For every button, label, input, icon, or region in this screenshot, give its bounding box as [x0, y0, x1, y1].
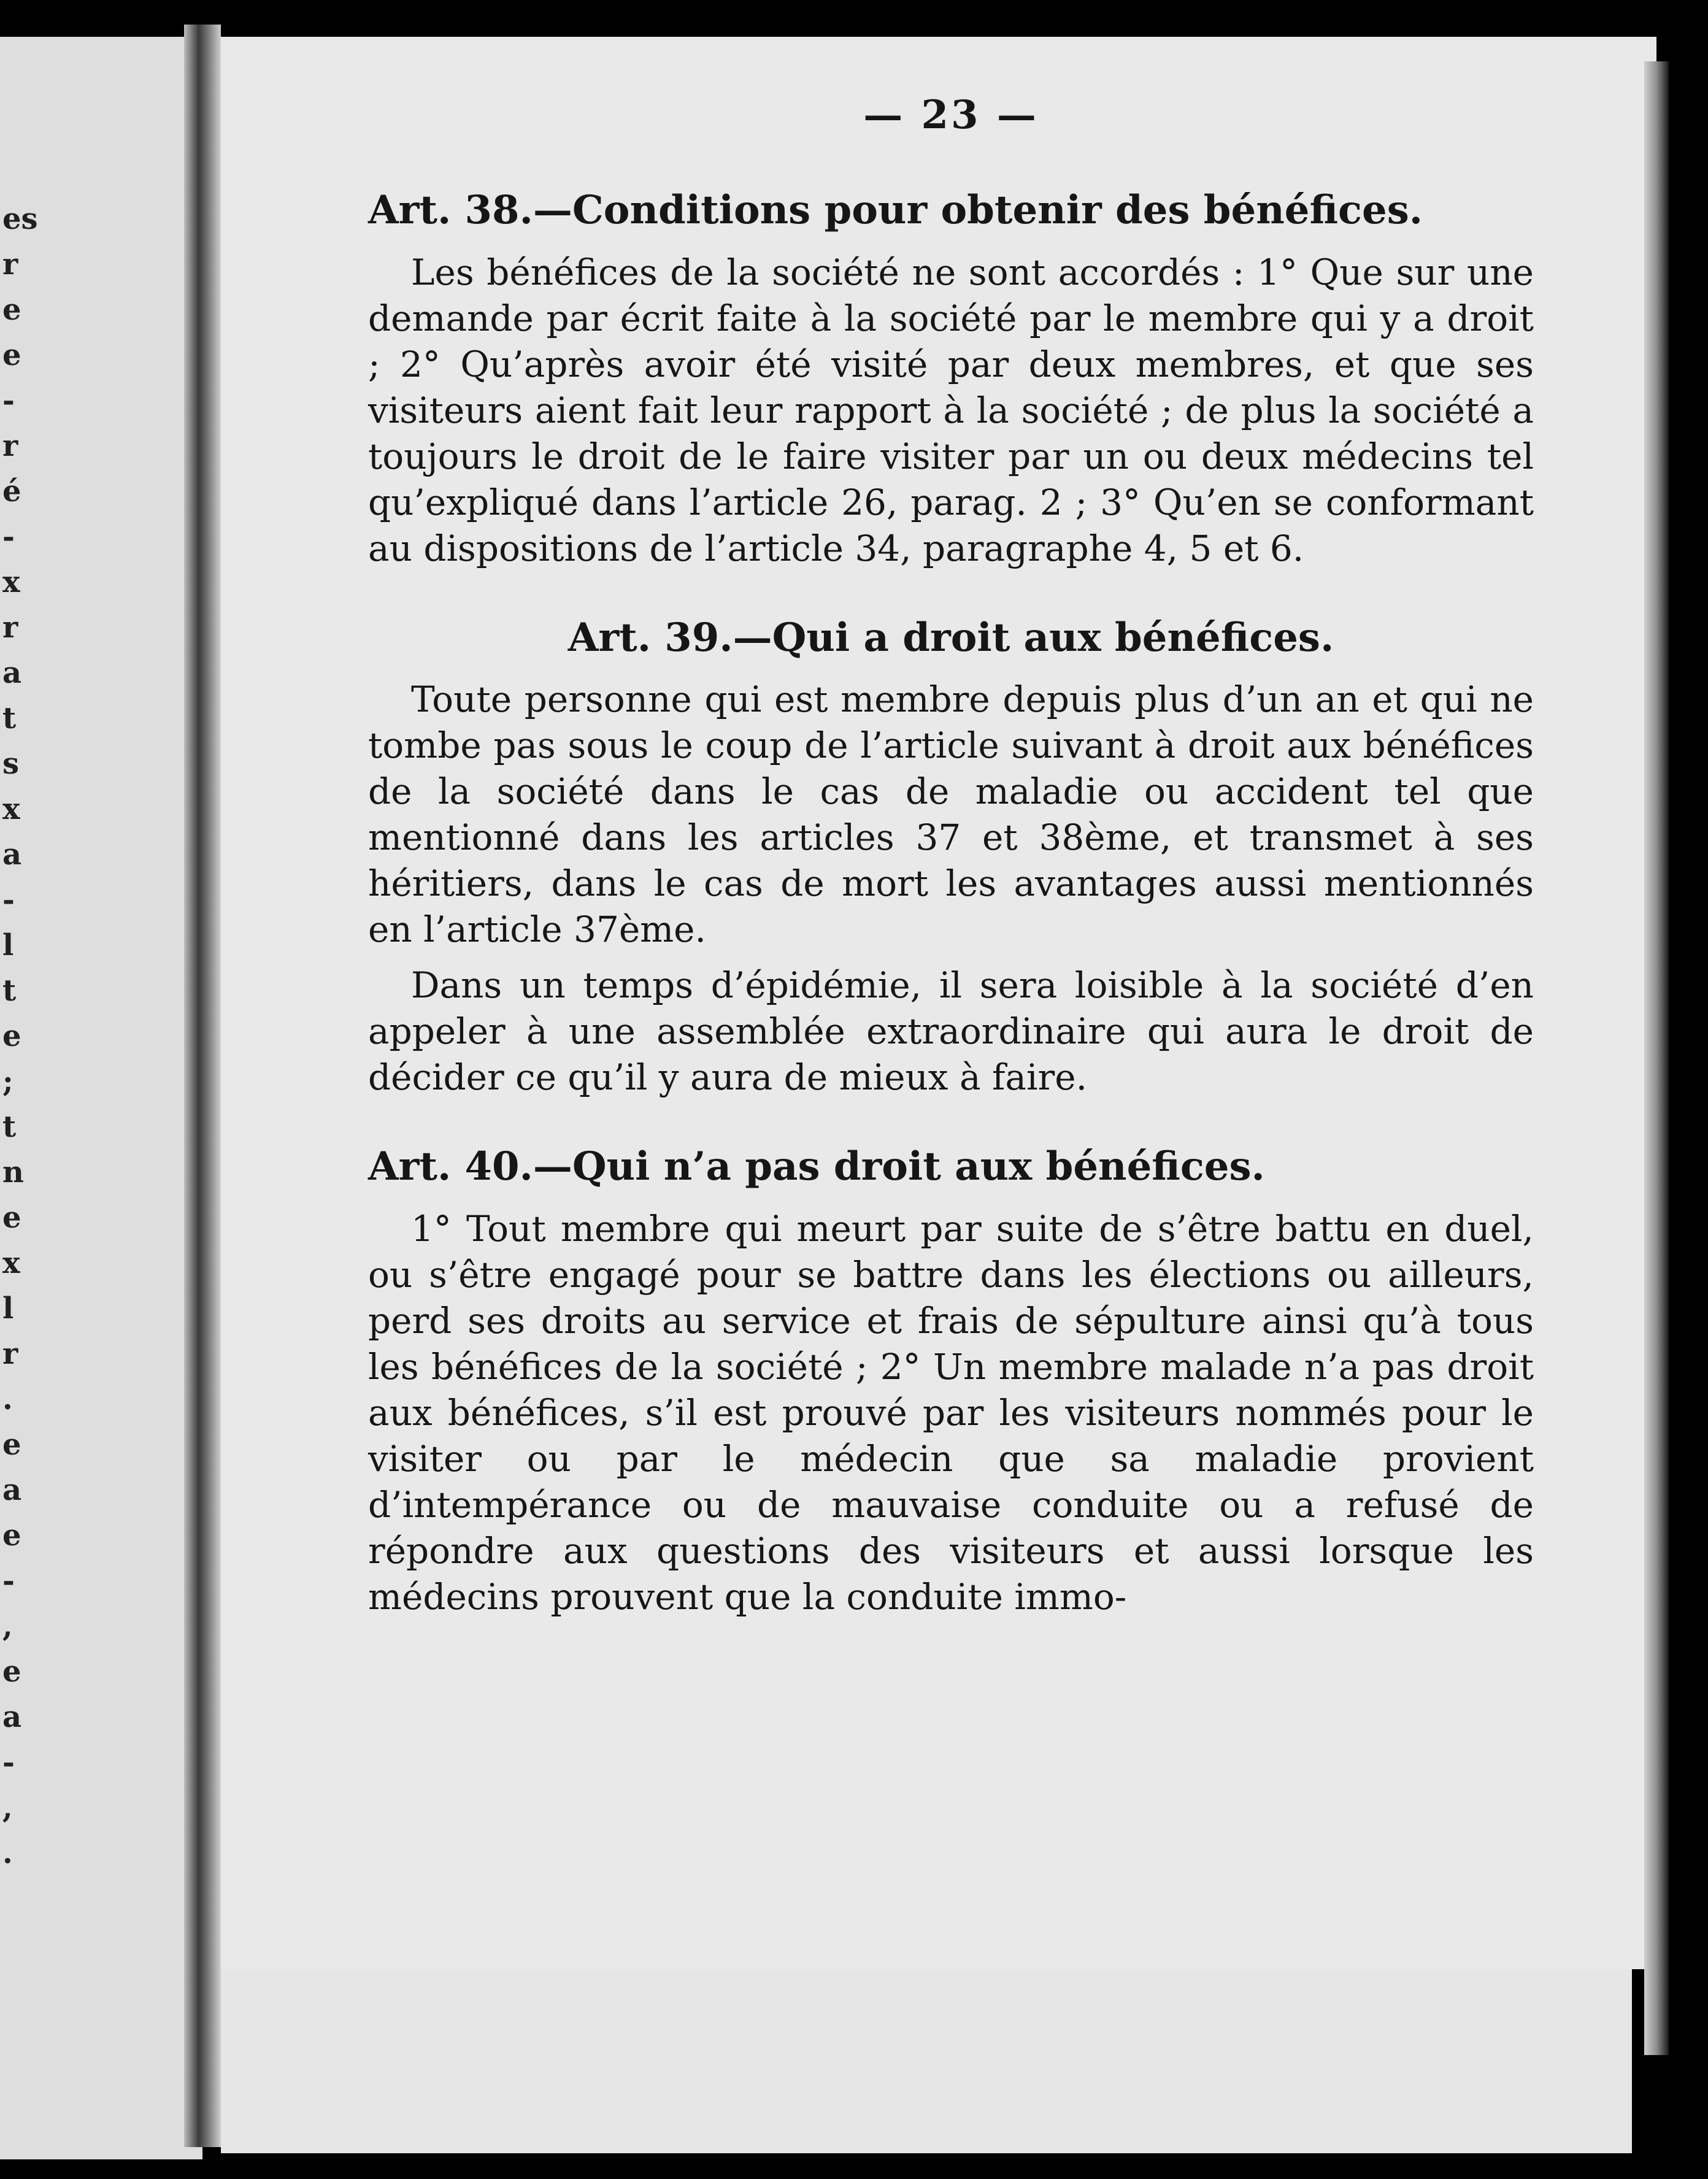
page-number: — 23 —	[863, 92, 1039, 138]
left-margin-fragment: t	[2, 974, 17, 1008]
left-margin-fragment: -	[2, 1745, 15, 1780]
left-margin-fragment: t	[2, 1110, 17, 1144]
left-page-margin-fragments	[0, 196, 37, 1876]
left-margin-fragment: x	[2, 1246, 20, 1280]
left-margin-fragment: es	[2, 202, 38, 236]
left-margin-fragment: r	[2, 429, 18, 463]
article-40	[368, 1143, 1534, 1620]
left-margin-fragment: x	[2, 792, 20, 826]
left-margin-fragment: n	[2, 1155, 24, 1189]
article-paragraph: Dans un temps d’épidémie, il sera loisible à la société d’en appeler à une assemblée extraordinaire qui aura le droit de décider ce qu’il y aura de mieux à faire.	[368, 964, 1534, 1099]
left-margin-fragment: t	[2, 701, 17, 736]
left-margin-fragment: e	[2, 338, 21, 372]
left-margin-fragment: .	[2, 1836, 13, 1870]
left-margin-fragment: ,	[2, 1609, 13, 1643]
left-margin-fragment: a	[2, 656, 22, 690]
left-margin-fragment: s	[2, 747, 20, 781]
left-margin-fragment: e	[2, 1428, 21, 1462]
left-margin-fragment: e	[2, 293, 21, 327]
left-page	[0, 37, 202, 2159]
left-margin-fragment: .	[2, 1382, 13, 1416]
left-margin-fragment: a	[2, 1473, 22, 1507]
left-margin-fragment: l	[2, 1291, 14, 1326]
article-title: Art. 40.—Qui n’a pas droit aux bénéfices.	[368, 1143, 1265, 1190]
left-margin-fragment: r	[2, 1337, 18, 1371]
left-margin-fragment: ,	[2, 1791, 13, 1825]
left-margin-fragment: x	[2, 565, 20, 599]
left-margin-fragment: e	[2, 1518, 21, 1553]
article-39	[368, 615, 1534, 1101]
article-paragraph: Les bénéfices de la société ne sont accordés : 1° Que sur une demande par écrit faite à la société par le membre qui y a droit ; 2° Qu’après avoir été visité par deux membres, et que ses visiteurs aient fait leur rapport à la société ; de plus la société a toujours le droit de le faire visiter par un ou deux médecins tel qu’expliqué dans l’article 26, parag. 2 ; 3° Qu’en se conformant au dispositions de l’article 34, paragraphe 4, 5 et 6.	[368, 251, 1534, 569]
page-text	[368, 92, 1534, 1630]
article-38	[368, 187, 1534, 572]
right-page-bottom	[221, 1969, 1632, 2153]
left-margin-fragment: r	[2, 610, 18, 645]
article-title: Art. 39.—Qui a droit aux bénéfices.	[567, 614, 1334, 661]
left-margin-fragment: -	[2, 1564, 15, 1598]
left-margin-fragment: l	[2, 928, 14, 963]
left-margin-fragment: e	[2, 1201, 21, 1235]
left-margin-fragment: a	[2, 837, 22, 872]
left-margin-fragment: e	[2, 1019, 21, 1053]
article-title: Art. 38.—Conditions pour obtenir des bénéfices.	[368, 187, 1423, 233]
left-margin-fragment: -	[2, 383, 15, 418]
left-margin-fragment: é	[2, 474, 21, 509]
left-margin-fragment: a	[2, 1700, 22, 1734]
book-gutter	[184, 25, 221, 2147]
left-margin-fragment: r	[2, 247, 18, 282]
page-edge	[1644, 61, 1669, 2055]
left-margin-fragment: e	[2, 1654, 21, 1689]
article-paragraph: Toute personne qui est membre depuis plus d’un an et qui ne tombe pas sous le coup de l’article suivant à droit aux bénéfices de la société dans le cas de maladie ou accident tel que mentionné dans les articles 37 et 38ème, et transmet à ses héritiers, dans le cas de mort les avantages aussi mentionnés en l’article 37ème.	[368, 678, 1534, 951]
left-margin-fragment: -	[2, 883, 15, 917]
left-margin-fragment: -	[2, 520, 15, 554]
left-margin-fragment: ;	[2, 1064, 13, 1099]
article-paragraph: 1° Tout membre qui meurt par suite de s’être battu en duel, ou s’être engagé pour se battre dans les élections ou ailleurs, perd ses droits au service et frais de sépulture ainsi qu’à tous les bénéfices de la société ; 2° Un membre malade n’a pas droit aux bénéfices, s’il est prouvé par les visiteurs nommés pour le visiter ou par le médecin que sa maladie provient d’intempérance ou de mauvaise conduite ou a refusé de répondre aux questions des visiteurs et aussi lorsque les médecins prouvent que la conduite immo-	[368, 1207, 1534, 1618]
